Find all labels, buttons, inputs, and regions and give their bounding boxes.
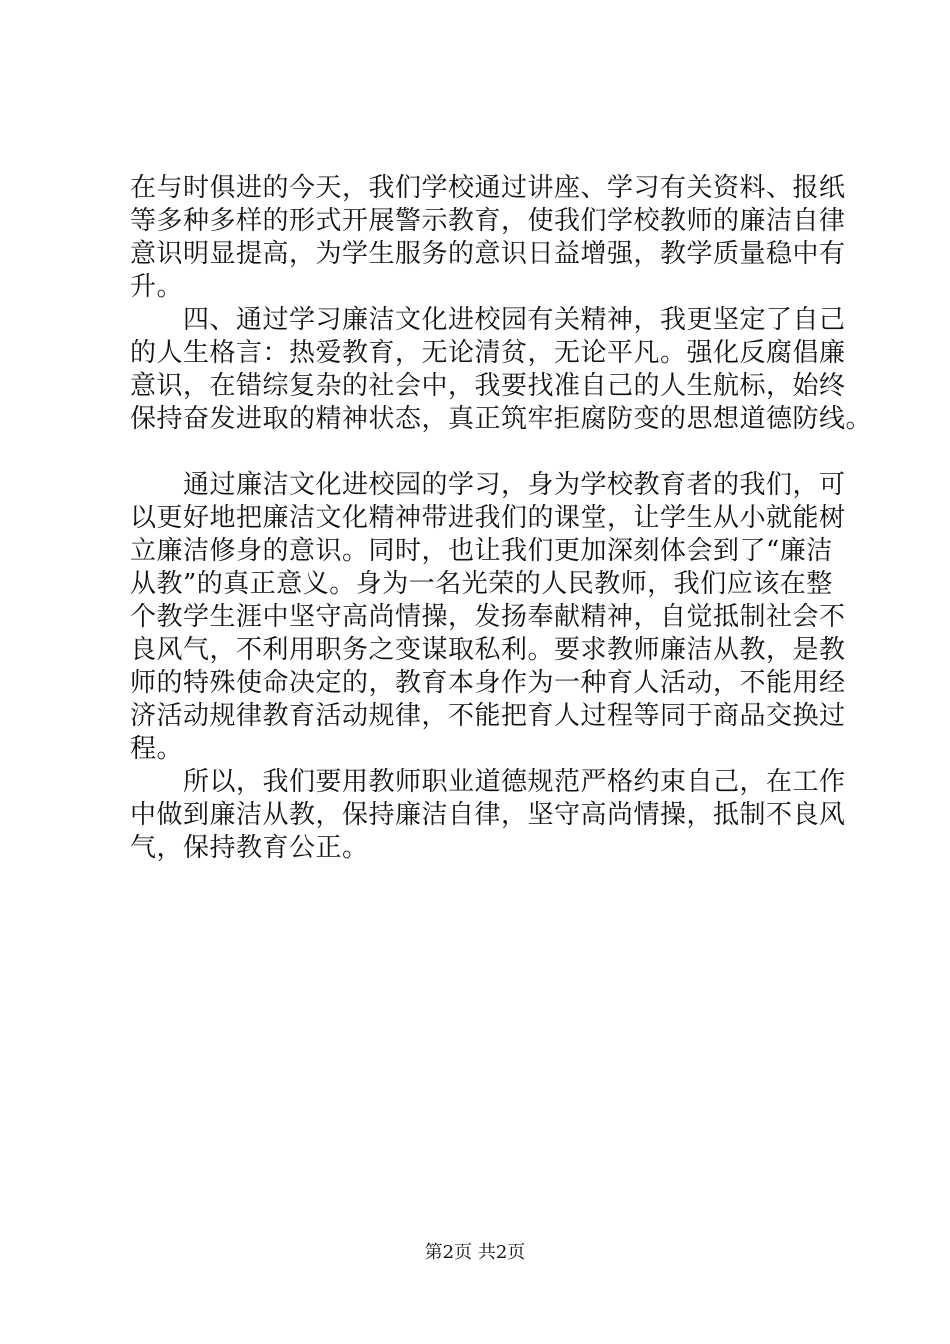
text-line: 个教学生涯中坚守高尚情操，发扬奉献精神，自觉抵制社会不 [130,602,846,632]
page-footer: 第2页 共2页 [424,1242,526,1263]
text-line: 等多种多样的形式开展警示教育，使我们学校教师的廉洁自律 [130,206,846,236]
document-body [130,172,873,865]
text-line: 意识明显提高，为学生服务的意识日益增强，教学质量稳中有 [130,239,846,269]
text-line: 从教”的真正意义。身为一名光荣的人民教师，我们应该在整 [130,569,833,599]
text-line: 所以，我们要用教师职业道德规范严格约束自己，在工作 [130,767,846,797]
text-line: 四、通过学习廉洁文化进校园有关精神，我更坚定了自己 [130,305,846,335]
text-line: 保持奋发进取的精神状态，真正筑牢拒腐防变的思想道德防线。 [130,404,873,434]
text-line: 升。 [130,272,184,302]
text-line: 意识，在错综复杂的社会中，我要找准自己的人生航标，始终 [130,371,846,401]
text-line: 良风气，不利用职务之变谋取私利。要求教师廉洁从教，是教 [130,635,846,665]
paragraph [130,469,846,766]
text-line: 在与时俱进的今天，我们学校通过讲座、学习有关资料、报纸 [130,173,846,203]
paragraph-spacer [130,436,840,469]
text-line: 中做到廉洁从教，保持廉洁自律，坚守高尚情操，抵制不良风 [130,800,846,830]
text-line: 通过廉洁文化进校园的学习，身为学校教育者的我们，可 [130,470,846,500]
text-line: 的人生格言：热爱教育，无论清贫，无论平凡。强化反腐倡廉 [130,338,846,368]
paragraph [130,304,873,436]
text-line: 师的特殊使命决定的，教育本身作为一种育人活动，不能用经 [130,668,846,698]
paragraph [130,172,846,304]
paragraph [130,766,846,865]
text-line: 以更好地把廉洁文化精神带进我们的课堂，让学生从小就能树 [130,503,846,533]
text-line: 气，保持教育公正。 [130,833,369,863]
text-line: 立廉洁修身的意识。同时，也让我们更加深刻体会到了“廉洁 [130,536,833,566]
text-line: 程。 [130,734,184,764]
text-line: 济活动规律教育活动规律，不能把育人过程等同于商品交换过 [130,701,846,731]
